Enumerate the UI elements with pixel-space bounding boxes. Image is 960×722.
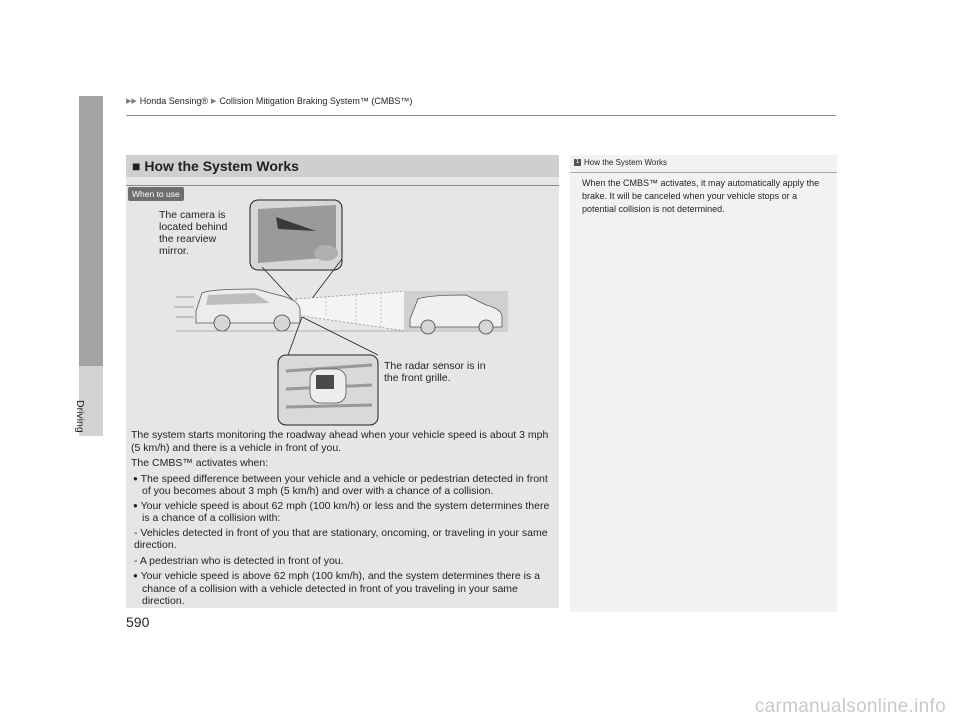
note-panel [570,155,837,612]
bullet-item: ● The speed difference between your vehicle and a vehicle or pedestrian detected in front of you becomes about 3 mph (5 km/h) and over with a chance of a collision. [133,472,548,497]
target-vehicle [404,291,508,334]
watermark: carmanualsonline.info [754,696,946,717]
body-text [131,429,557,610]
side-tab-block [79,96,103,366]
system-diagram [166,199,556,429]
breadcrumb-arrow-icon: ▶▶ [126,98,137,105]
note-reference-icon: 1 [575,159,580,165]
radar-callout: The radar sensor is in the front grille. [384,360,486,384]
side-tab-label: Driving [74,400,86,433]
radar-inset [278,317,378,425]
sub-item: - Vehicles detected in front of you that are stationary, oncoming, or traveling in your same direction. [134,526,548,551]
bullet-icon: ● [133,500,138,510]
camera-callout: The camera is located behind the rearview mirror. [159,209,228,257]
section-header [126,155,559,177]
note-body: When the CMBS™ activates, it may automatically apply the brake. It will be canceled when your vehicle stops or a potential collision is not determined. [582,178,820,214]
side-tab [79,96,103,436]
breadcrumb [126,96,412,106]
breadcrumb-item-cmbs[interactable]: Collision Mitigation Braking System™ (CMBS™) [219,96,413,106]
note-divider [570,172,837,173]
sub-item: - A pedestrian who is detected in front of you. [134,554,344,567]
note-header [574,158,667,167]
intro-paragraph: The system starts monitoring the roadway ahead when your vehicle speed is about 3 mph (5 km/h) and there is a vehicle in front of you. [131,429,549,454]
breadcrumb-arrow-icon: ▶ [210,98,217,105]
bullet-item: ● Your vehicle speed is above 62 mph (100 km/h), and the system determines there is a chance of a collision with a vehicle detected in front of you traveling in your same direction. [133,570,540,607]
when-to-use-badge: When to use [128,187,184,201]
bullet-icon: ● [133,473,138,483]
page-number: 590 [126,614,150,630]
section-title: ■ How the System Works [132,158,299,174]
header-divider [126,115,836,116]
section-divider [126,185,559,186]
detection-beam [296,291,406,331]
main-panel [126,155,559,608]
bullet-item: ● Your vehicle speed is about 62 mph (100 km/h) or less and the system determines there is a chance of a collision with: [133,499,550,524]
bullet-icon: ● [133,571,138,580]
activates-when-label: The CMBS™ activates when: [131,457,269,469]
breadcrumb-item-honda-sensing[interactable]: Honda Sensing® [139,96,208,106]
note-title: How the System Works [584,158,667,167]
